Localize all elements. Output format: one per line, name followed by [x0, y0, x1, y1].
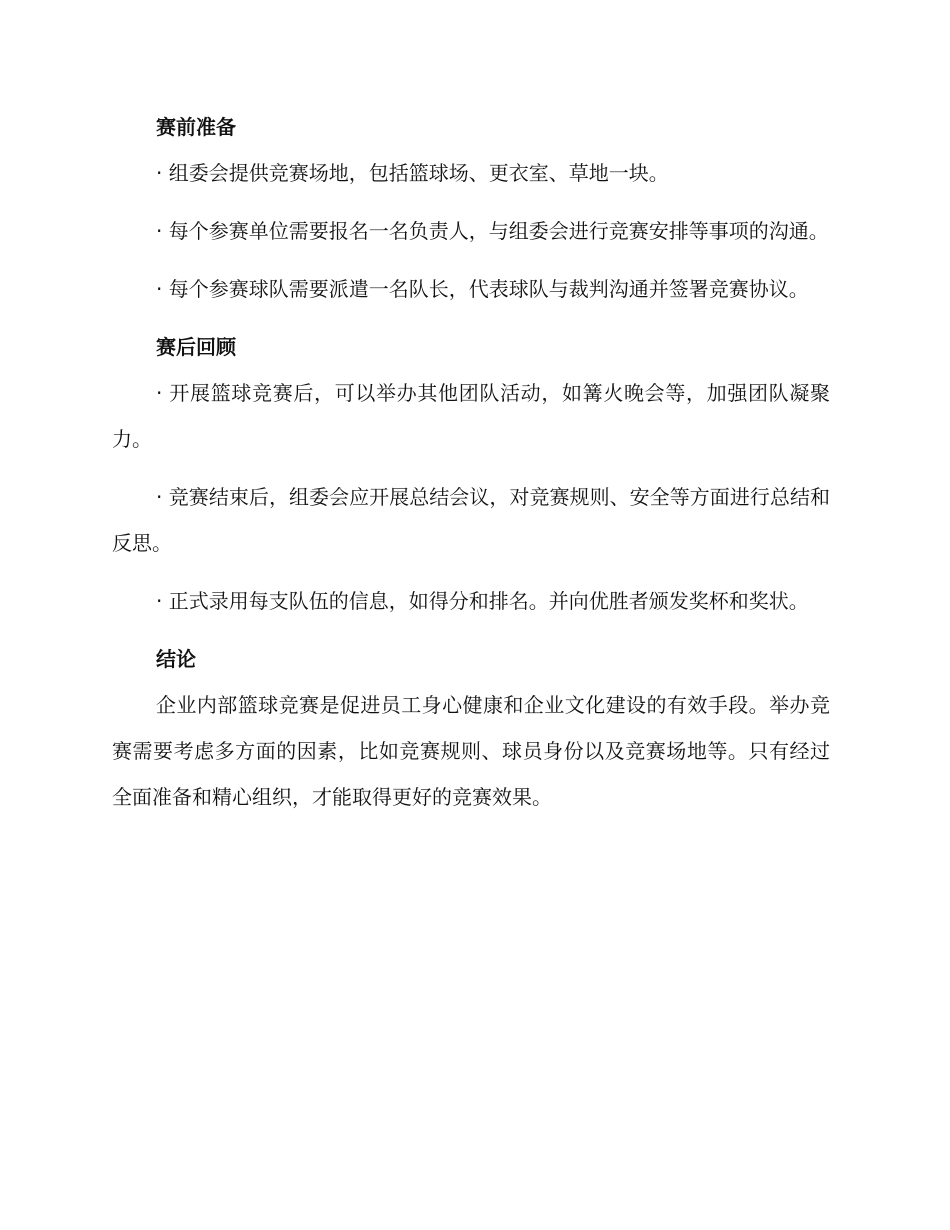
paragraph: · 每个参赛单位需要报名一名负责人，与组委会进行竞赛安排等事项的沟通。	[156, 219, 829, 243]
section-pre-match	[112, 104, 830, 312]
paragraph: · 每个参赛球队需要派遣一名队长，代表球队与裁判沟通并签署竞赛协议。	[156, 277, 809, 301]
paragraph: · 组委会提供竞赛场地，包括篮球场、更衣室、草地一块。	[156, 161, 669, 185]
section-heading: 赛前准备	[156, 115, 236, 139]
paragraph: 企业内部篮球竞赛是促进员工身心健康和企业文化建设的有效手段。举办竞赛需要考虑多方面的因素，比如竞赛规则、球员身份以及竞赛场地等。只有经过全面准备和精心组织，才能取得更好的竞赛效果。	[112, 693, 830, 809]
paragraph: · 正式录用每支队伍的信息，如得分和排名。并向优胜者颁发奖杯和奖状。	[156, 589, 809, 613]
document-page	[112, 104, 830, 824]
paragraph: · 竞赛结束后，组委会应开展总结会议，对竞赛规则、安全等方面进行总结和反思。	[112, 485, 830, 555]
section-conclusion	[112, 636, 830, 820]
section-heading: 赛后回顾	[156, 335, 236, 359]
paragraph: · 开展篮球竞赛后，可以举办其他团队活动，如篝火晚会等，加强团队凝聚力。	[112, 381, 830, 451]
section-post-match	[112, 324, 830, 624]
section-heading: 结论	[156, 647, 196, 671]
